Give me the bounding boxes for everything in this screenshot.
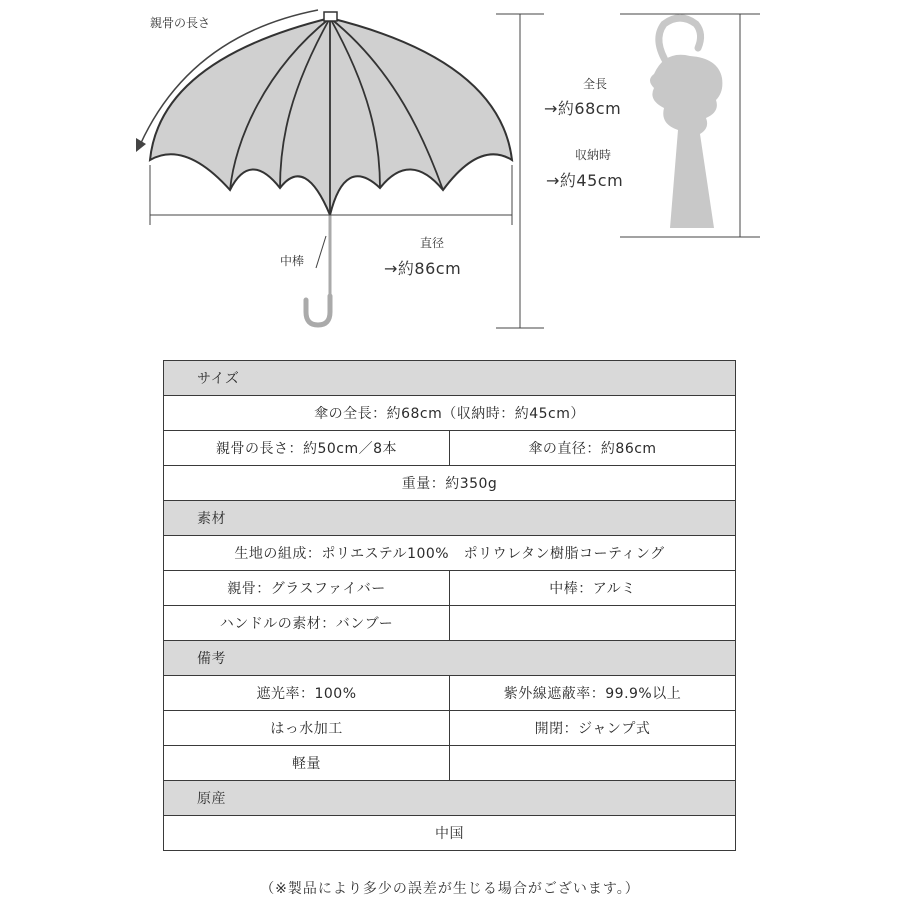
weight-cell: 重量：約350g [164, 466, 736, 501]
table-row [164, 606, 736, 641]
table-row [164, 711, 736, 746]
section-header-notes [164, 641, 736, 676]
origin-header: 原産 [164, 781, 736, 816]
umbrella-illustration [0, 0, 900, 345]
empty-cell [450, 746, 736, 781]
handle-material-cell: ハンドルの素材：バンブー [164, 606, 450, 641]
rib-material-cell: 親骨：グラスファイバー [164, 571, 450, 606]
table-row [164, 816, 736, 851]
diameter-value: →約86cm [384, 259, 462, 278]
diameter-cell: 傘の直径：約86cm [450, 431, 736, 466]
table-row [164, 431, 736, 466]
total-length-label: 全長 [583, 77, 608, 91]
table-row [164, 396, 736, 431]
folded-label: 収納時 [575, 148, 612, 162]
material-header: 素材 [164, 501, 736, 536]
total-length-measure [496, 14, 544, 328]
section-header-origin [164, 781, 736, 816]
umbrella-diagram [0, 0, 900, 345]
empty-cell [450, 606, 736, 641]
section-header-size [164, 361, 736, 396]
table-row [164, 466, 736, 501]
spec-table [163, 360, 736, 851]
size-header: サイズ [164, 361, 736, 396]
footnote: （※製品により多少の誤差が生じる場合がございます。） [260, 881, 640, 897]
section-header-material [164, 501, 736, 536]
table-row [164, 571, 736, 606]
lightweight-cell: 軽量 [164, 746, 450, 781]
table-row [164, 536, 736, 571]
notes-header: 備考 [164, 641, 736, 676]
opening-type-cell: 開閉：ジャンプ式 [450, 711, 736, 746]
water-repellent-cell: はっ水加工 [164, 711, 450, 746]
total-length-value: →約68cm [544, 99, 622, 118]
table-row [164, 676, 736, 711]
diameter-label: 直径 [420, 236, 445, 250]
origin-cell: 中国 [164, 816, 736, 851]
total-length-cell: 傘の全長：約68cm（収納時：約45cm） [164, 396, 736, 431]
rib-length-cell: 親骨の長さ：約50cm／8本 [164, 431, 450, 466]
shaft-material-cell: 中棒：アルミ [450, 571, 736, 606]
shaft-label: 中棒 [280, 254, 305, 268]
uv-rate-cell: 紫外線遮蔽率：99.9%以上 [450, 676, 736, 711]
fabric-cell: 生地の組成：ポリエステル100% ポリウレタン樹脂コーティング [164, 536, 736, 571]
folded-umbrella [650, 18, 722, 228]
shaft-pointer [316, 236, 326, 268]
folded-value: →約45cm [546, 171, 624, 190]
shading-rate-cell: 遮光率：100% [164, 676, 450, 711]
table-row [164, 746, 736, 781]
rib-length-label: 親骨の長さ [150, 16, 211, 30]
